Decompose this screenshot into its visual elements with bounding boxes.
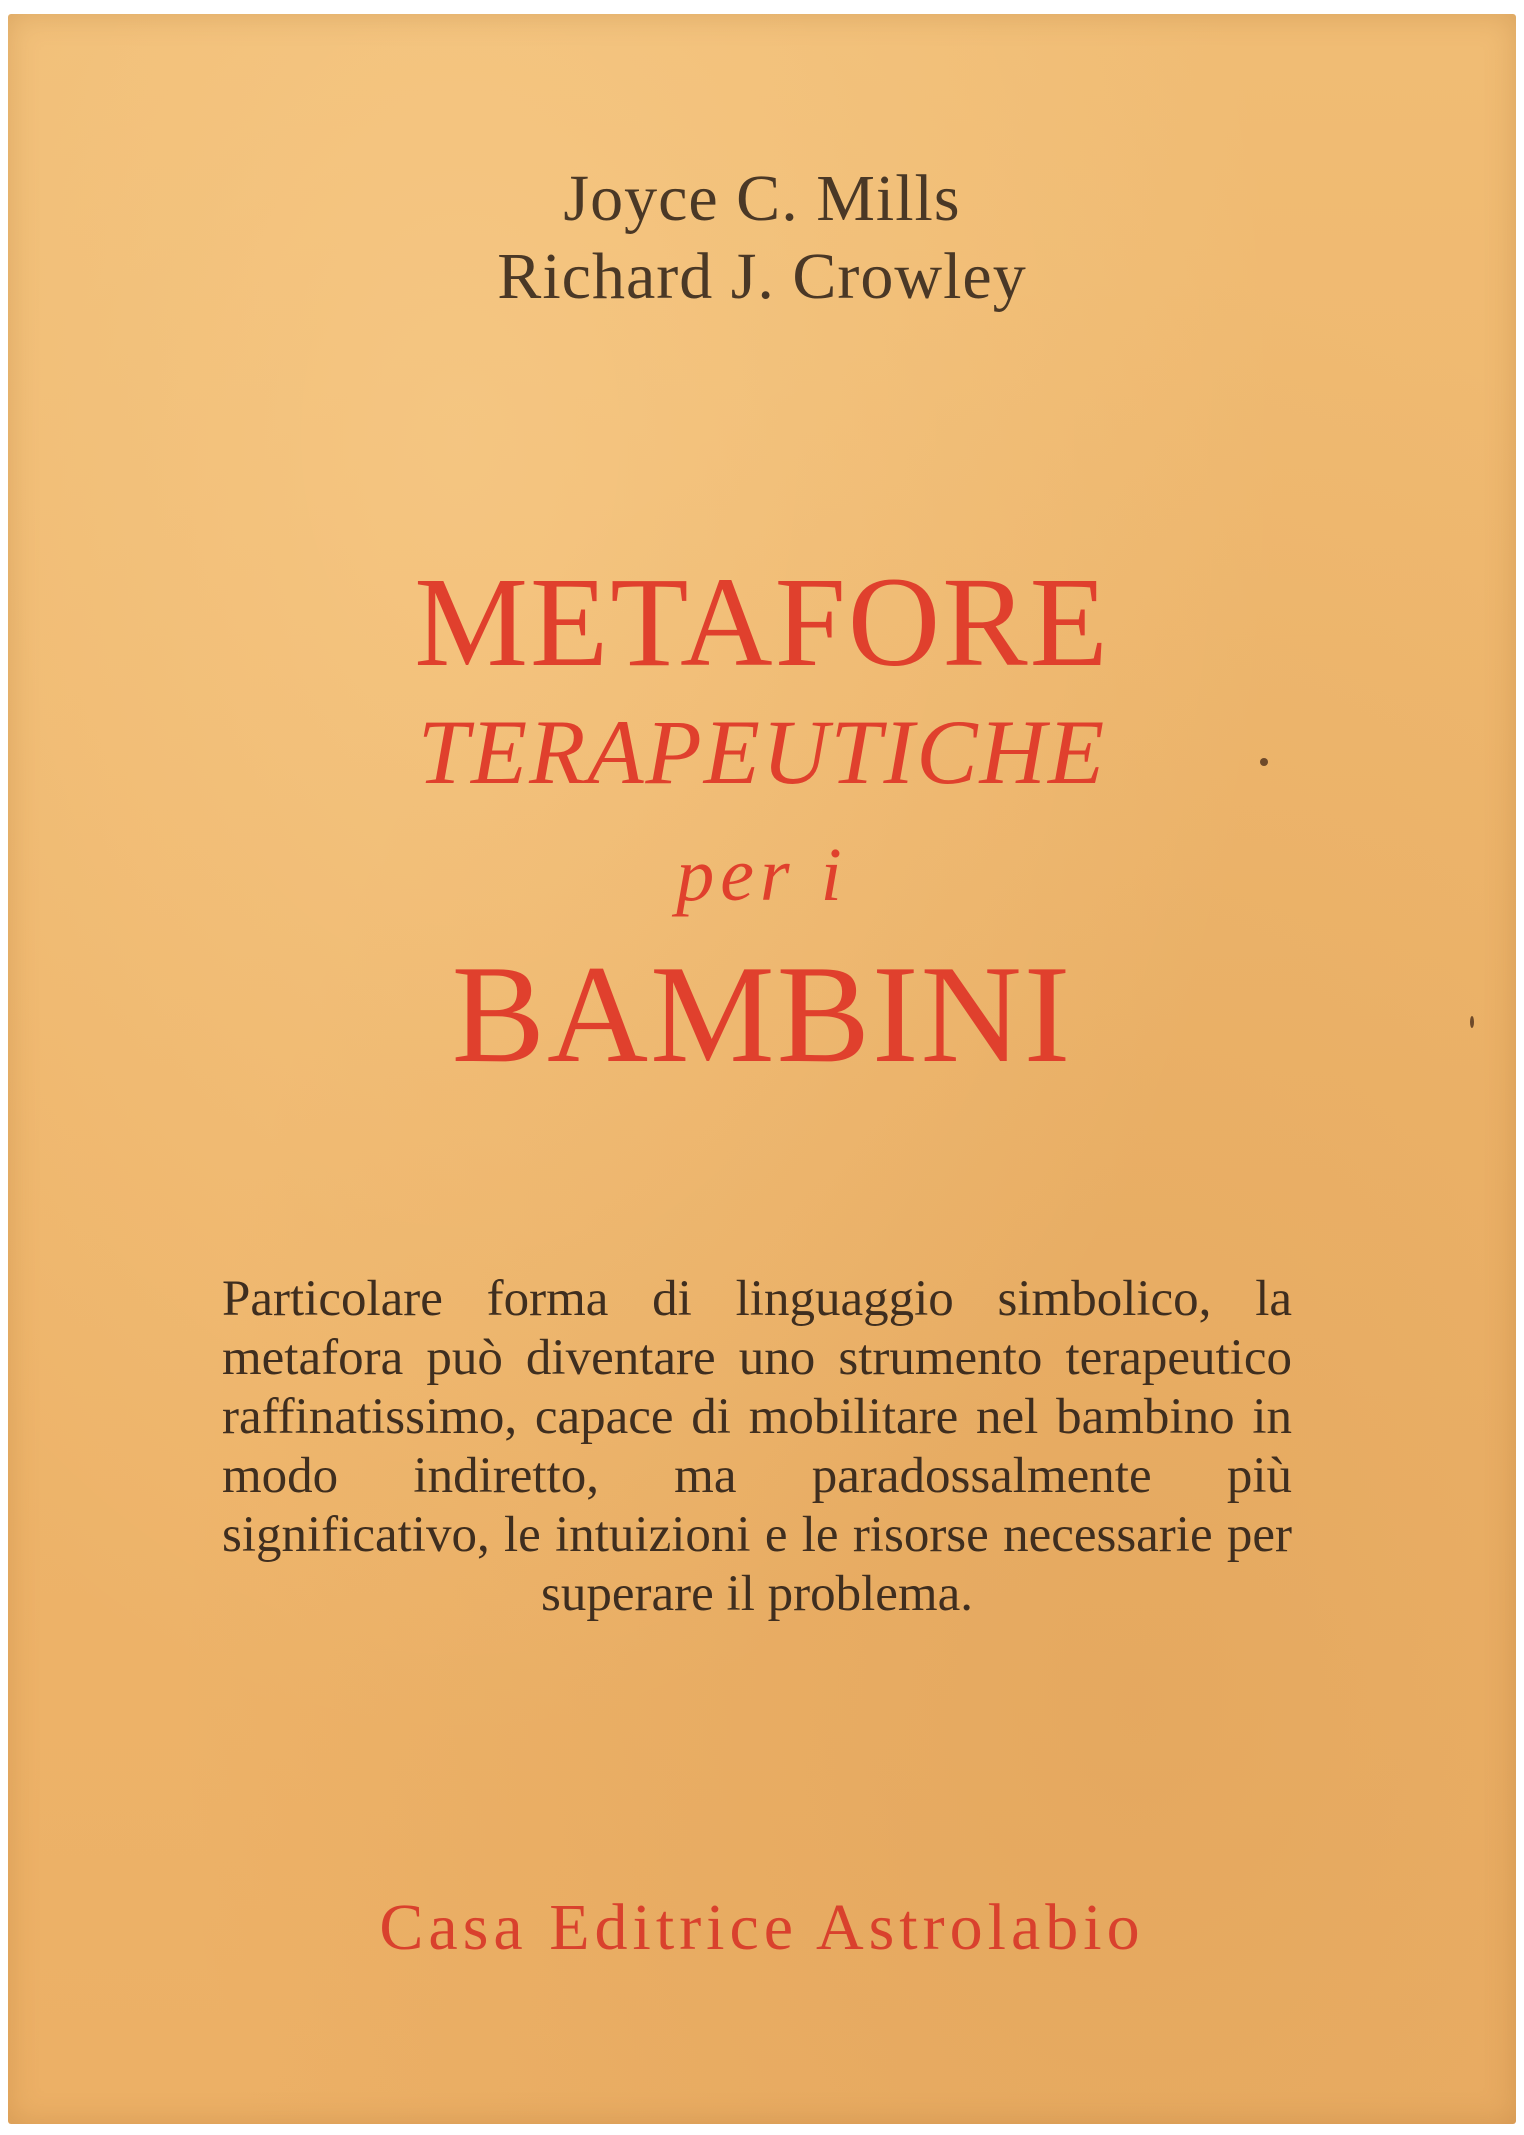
cover-blurb: Particolare forma di linguaggio simbolico, la metafora può diventare uno strumento terapeutico raffinatissimo, capace di mobilitare nel bambino in modo indiretto, ma paradossalmente più significativo, le intuizioni e le risorse necessarie per superare il problema.	[222, 1271, 1292, 1622]
author-name: Joyce C. Mills	[563, 162, 961, 235]
publisher-name: Casa Editrice Astrolabio	[379, 1891, 1145, 1964]
author-name: Richard J. Crowley	[497, 240, 1027, 313]
author-names	[0, 160, 1524, 316]
title-line-bambini: BAMBINI	[451, 937, 1073, 1092]
title-line-per-i: per i	[676, 833, 848, 917]
title-line-terapeutiche: TERAPEUTICHE	[417, 701, 1107, 803]
title-line-metafore: METAFORE	[414, 551, 1110, 693]
